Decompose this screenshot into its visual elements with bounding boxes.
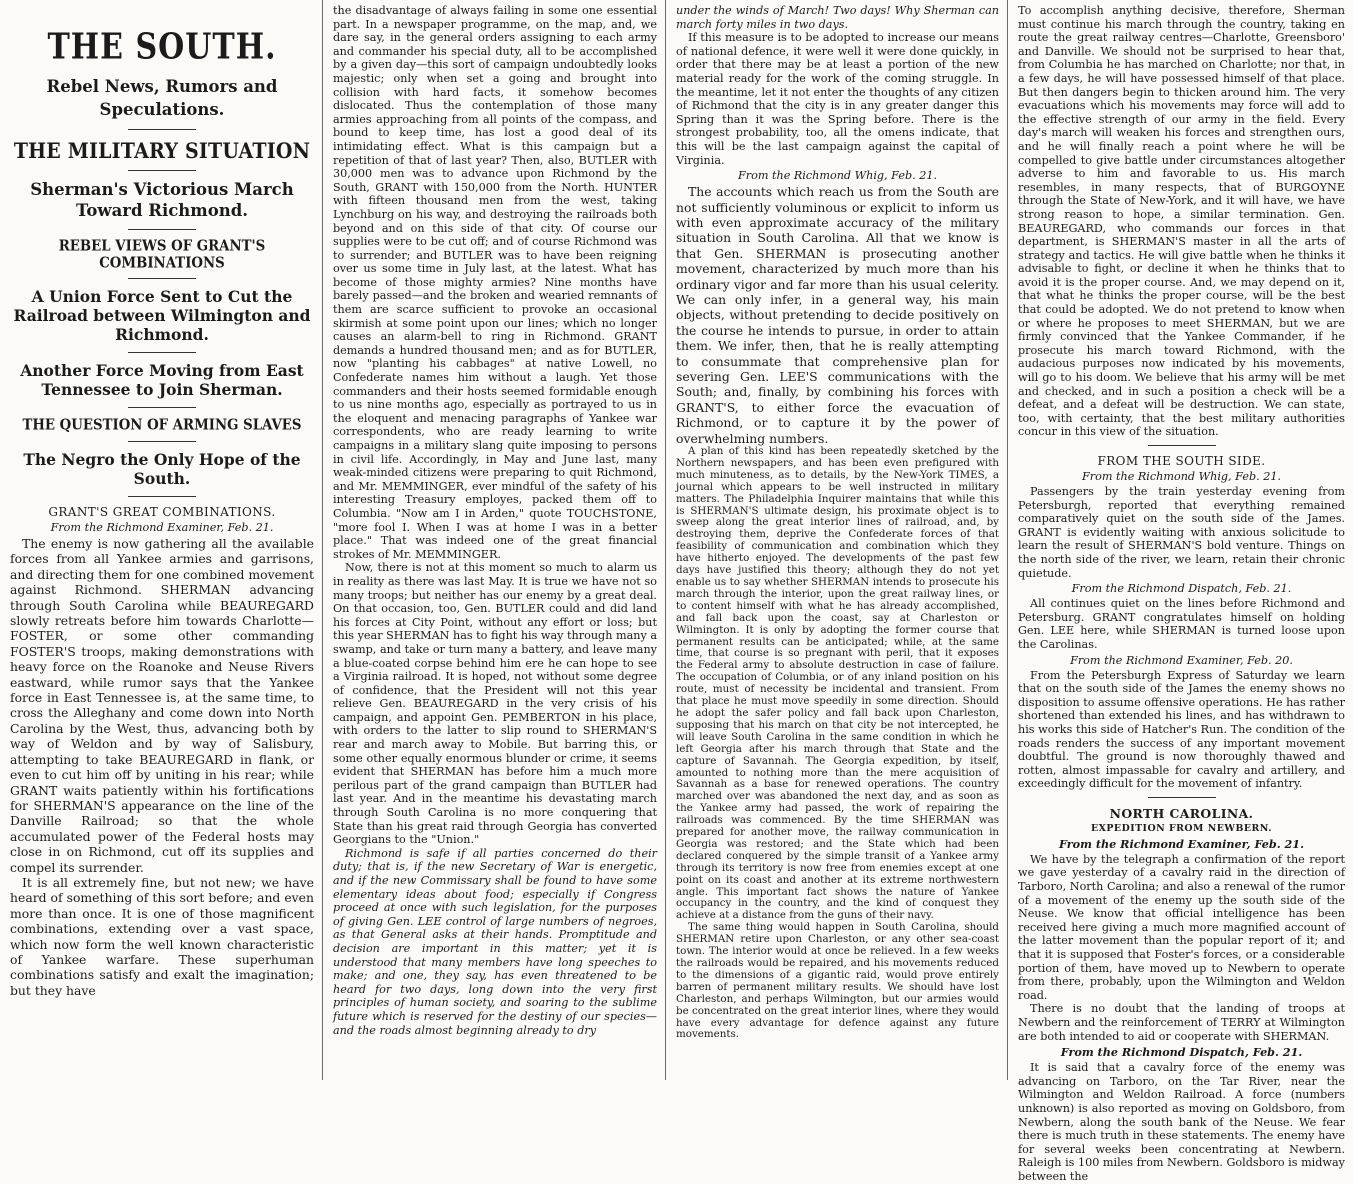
column-4 (1007, 0, 1353, 1183)
paragraph: All continues quiet on the lines before Richmond and Petersburg. GRANT congratulates himself on holding Gen. LEE here, while SHERMAN is turned loose upon the Carolinas. (1018, 597, 1345, 651)
source-line: From the Richmond Dispatch, Feb. 21. (1071, 582, 1292, 596)
divider (128, 407, 196, 408)
paragraph: If this measure is to be adopted to increase our means of national defence, it were well it were done quickly, in order that there may be at least a portion of the new material ready for the work of the coming struggle. In the meantime, let it not enter the thoughts of any citizen of Richmond that the city is in any greater danger this Spring than it was the Spring before. There is the strongest probability, too, all the omens indicate, that this will be the last campaign against the capital of Virginia. (676, 31, 999, 167)
divider (128, 129, 196, 130)
source-line: From the Richmond Whig, Feb. 21. (1081, 470, 1282, 483)
paragraph: It is all extremely fine, but not new; we have heard of something of this sort before; and even more than once. It is one of those magnificent combinations, extending over a vast space, which now form the well known characteristic of Yankee warfare. These superhuman combinations satisfy and exalt the imagination; but they have (10, 874, 314, 998)
source-line: From the Richmond Dispatch, Feb. 21. (1060, 1045, 1303, 1060)
section-title-south-side: FROM THE SOUTH SIDE. (1097, 454, 1266, 468)
headline-sherman-march: Sherman's Victorious March Toward Richmond. (30, 180, 294, 220)
divider (128, 278, 196, 279)
headline-rebel-news: Rebel News, Rumors and Speculations. (46, 77, 278, 119)
column-1 (0, 0, 322, 1080)
divider (1148, 445, 1216, 446)
paragraph: From the Petersburgh Express of Saturday we learn that on the south side of the James the enemy shows no disposition to assume offensive operations. He has rather shortened than extended his lines, and has withdrawn to his works this side of Hatcher's Run. The condition of the roads renders the success of any important movement doubtful. The ground is now thoroughly thawed and rotten, almost impassable for cavalry and artillery, and exceedingly difficult for the movement of infantry. (1018, 668, 1345, 791)
paragraph: It is said that a cavalry force of the enemy was advancing on Tarboro, on the Tar River, near the Wilmington and Weldon Railroad. A force (numbers unknown) is also reported as moving on Goldsboro, from Newbern, along the south bank of the Neuse. We fear there is much truth in these statements. The enemy have for several weeks been concentrating at Newbern. Raleigh is 100 miles from Newbern. Goldsboro is midway between the (1018, 1061, 1345, 1183)
divider (128, 496, 196, 497)
section-title-grant: GRANT'S GREAT COMBINATIONS. (48, 505, 276, 519)
paragraph: The accounts which reach us from the South are not sufficiently voluminous or explicit to inform us with even approximate accuracy of the military situation in South Carolina. All that we know is that Gen. SHERMAN is prosecuting another movement, characterized by much more than his ordinary vigor and far more than his usual celerity. We can only infer, in a general way, his main objects, without pretending to decide positively on the course he intends to pursue, in order to attain them. We infer, then, that he is really attempting to consummate that comprehensive plan for severing Gen. LEE'S communications with the South; and, finally, by combining his forces with GRANT'S, to either force the evacuation of Richmond, or to capture it by the power of overwhelming numbers. (676, 184, 999, 446)
section-subtitle-expedition: EXPEDITION FROM NEWBERN. (1090, 822, 1273, 834)
divider (128, 352, 196, 353)
headline-arming-slaves: THE QUESTION OF ARMING SLAVES (22, 416, 302, 435)
paragraph: Passengers by the train yesterday evening from Petersburgh, reported that everything remained comparatively quiet on the south side of the James. GRANT is evidently waiting with anxious solicitude to learn the result of SHERMAN'S bold venture. Things on the north side of the river, we learn, retain their chronic quietude. (1018, 485, 1345, 580)
paragraph: To accomplish anything decisive, therefore, Sherman must continue his march through the country, taking en route the great railway centres—Charlotte, Greensboro' and Danville. We should not be surprised to hear that, from Columbia he has marched on Charlotte; nor that, in a few days, he will have possessed himself of that place. But then dangers begin to thicken around him. The very evacuations which his movements may force will add to the effective strength of our army in the field. Every day's march will weaken his forces and strengthen ours, and he will finally reach a point where he will be compelled to give battle under circumstances altogether adverse to him and favorable to us. His march resembles, in many respects, that of BURGOYNE through the State of New-York, and it will have, we have strong reason to hope, a similar termination. Gen. BEAUREGARD, who commands our forces in that department, is SHERMAN'S master in all the arts of strategy and tactics. He will give battle when he thinks it advisable to fight, or decline it when he thinks that to avoid it is the proper course. And, we may depend on it, that what he thinks the proper course, will be the best that could be adopted. We do not pretend to know when or where he proposes to meet SHERMAN, but we are firmly convinced that the Yankee Commander, if he prosecute his march toward Richmond, with the audacious purposes now indicated by his movements, will go to his doom. We believe that his army will be met and checked, and in such a position a check will be a defeat, and a defeat will be destruction. We can state, too, with certainty, that the best military authorities concur in this view of the situation. (1018, 4, 1345, 439)
divider (1148, 797, 1216, 798)
paragraph: The enemy is now gathering all the available forces from all Yankee armies and garrisons, and directing them for one combined movement against Richmond. SHERMAN advancing through South Carolina while BEAUREGARD slowly retreats before him towards Charlotte—FOSTER, or some other commanding FOSTER'S troops, making demonstrations with heavy force on the Roanoke and Neuse Rivers eastward, while rumor says that the Yankee force in East Tennessee is, at the same time, to cross the Alleghany and come down into North Carolina by the West, thus, advancing both by way of Weldon and by way of Salisbury, attempting to take BEAUREGARD in flank, or even to cut him off by uniting in his rear; while GRANT waits patiently within his fortifications for SHERMAN'S appearance on the line of the Danville Railroad; so that the whole accumulated power of the Federal hosts may close in on Richmond, cut off its supplies and compel its surrender. (10, 536, 314, 875)
divider (128, 229, 196, 230)
masthead: THE SOUTH. (47, 26, 277, 69)
section-title-north-carolina: NORTH CAROLINA. (1109, 805, 1254, 821)
divider (128, 441, 196, 442)
paragraph: under the winds of March! Two days! Why Sherman can march forty miles in two days. (676, 4, 999, 31)
paragraph: Richmond is safe if all parties concerned do their duty; that is, if the new Secretary of War is energetic, and if the new Commissary shall be found to have some elementary ideas about food; especially if Congress proceed at once with such legislation, for the purposes of giving Gen. LEE control of large numbers of negroes, as that General asks at their hands. Promptitude and decision are important in this matter; yet it is understood that many members have long speeches to make; and one, they say, has even threatened to be heard for two days, long down into the very first principles of human society, and soaring to the sublime future which is reserved for the destiny of our species—and the roads almost beginning already to dry (333, 846, 657, 1037)
source-line: From the Richmond Examiner, Feb. 21. (1059, 836, 1304, 851)
headline-negro-hope: The Negro the Only Hope of the South. (23, 450, 301, 488)
paragraph: We have by the telegraph a confirmation of the report we gave yesterday of a cavalry raid in the direction of Tarboro, North Carolina; and also a renewal of the rumor of a movement of the enemy up the south side of the Neuse. We know that official intelligence has been received here giving a much more magnified account of the latter movement than the popular report of it; and that it is supposed that Foster's forces, or a considerable portion of them, have moved up to Newbern to operate from there, probably, upon the Wilmington and Weldon road. (1018, 852, 1345, 1002)
headline-another-force: Another Force Moving from East Tennessee to Join Sherman. (20, 361, 304, 399)
source-line: From the Richmond Whig, Feb. 21. (737, 169, 938, 183)
divider (128, 170, 196, 171)
headline-union-force: A Union Force Sent to Cut the Railroad between Wilmington and Richmond. (13, 287, 311, 344)
paragraph: A plan of this kind has been repeatedly sketched by the Northern newspapers, and has been even prefigured with much minuteness, as to details, by the New-York TIMES, a journal which appears to be well instructed in military matters. The Philadelphia Inquirer maintains that while this is SHERMAN'S ultimate design, his proximate object is to sweep along the great interior lines of railroad, and, by destroying them, deprive the Confederate forces of that feasibility of communication and combination which they have hitherto enjoyed. The developments of the past few days have justified this theory; although they do not yet enable us to say whether SHERMAN intends to prosecute his march through the interior, upon the great railway lines, or to content himself with what he has already accomplished, and fall back upon the coast, say at Charleston or Wilmington. It is only by adopting the former course that permanent results can be anticipated; while, at the same time, that course is so pregnant with peril, that it exposes the Federal army to absolute destruction in case of failure. The occupation of Columbia, or of any inland position on his route, must of necessity be incidental and transient. From that place he must move speedily in some direction. Should he adopt the safer policy and fall back upon Charleston, supposing that his march on that city be not intercepted, he will leave South Carolina in the same condition in which he left Georgia after his march through that State and the capture of Savannah. The Georgia expedition, by itself, amounted to nothing more than the mere acquisition of Savannah as a base for renewed operations. The country marched over was abandoned the next day, and as soon as the Yankee army had passed, the work of repairing the railroads was commenced. By the time SHERMAN was prepared for another move, the railway communication in Georgia was restored; and the State which had been declared conquered by the simple transit of a Yankee army through its territory is now free from enemies except at one point on its coast and another at its extreme northwestern angle. This important fact shows the nature of Yankee occupancy in the country, and the kind of conquest they achieve at a distance from the guns of their navy. (676, 445, 999, 922)
source-line: From the Richmond Examiner, Feb. 21. (50, 521, 274, 534)
column-3 (665, 0, 1007, 1080)
paragraph: the disadvantage of always failing in some one essential part. In a newspaper programme, on the map, and, we dare say, in the general orders assigning to each army and commander his special duty, all to be accomplished by a given day—this sort of campaign undoubtedly looks majestic; only when set a going and brought into collision with hard facts, it somehow becomes dislocated. Thus the contemplation of those many armies approaching from all points of the compass, and bound to keep time, has lost a good deal of its intimidating effect. What is this campaign but a repetition of that of last year? Then, also, BUTLER with 30,000 men was to advance upon Richmond by the South, GRANT with 150,000 from the North. HUNTER with fifteen thousand men from the west, taking Lynchburg on his way, and destroying the railroads both beyond and on this side of that city. Of course our supplies were to be cut off; and of course Richmond was to surrender; and BUTLER was to have been reigning over us some time in July last, at the latest. What has become of those mighty armies? Nine months have barely passed—and the broken and wearied remnants of them are scarce sufficient to provoke an occasional skirmish at some point upon our lines; which no longer causes an alarm-bell to ring in Richmond. GRANT demands a hundred thousand men; and as for BUTLER, now "planting his cabbages" at native Lowell, no Confederate names him without a laugh. Yet those commanders and their hosts seemed formidable enough to us nine months ago, especially as portrayed to us in the eloquent and menacing paragraphs of Yankee war correspondents, who are ready learning to write campaigns in a military slang quite imposing to persons in civil life. Accordingly, in May and June last, many weak-minded citizens were preparing to quit Richmond, and Mr. MEMMINGER, ever mindful of the safety of his interesting Treasury employes, packed them off to Columbia. "Now am I in Arden," quote TOUCHSTONE, "more fool I. When I was at home I was in a better place." That was indeed one of the great financial strokes of Mr. MEMMINGER. (333, 4, 657, 561)
paragraph: Now, there is not at this moment so much to alarm us in reality as there was last May. It is true we have not so many troops; but neither has our enemy by a great deal. On that occasion, too, Gen. BUTLER could and did land his forces at City Point, without any effort or loss; but this year SHERMAN has to fight his way through many a swamp, and take or turn many a battery, and leave many a blue-coated corpse behind him ere he can hope to see a Virginia railroad. It is hoped, not without some degree of confidence, that the President will not this year relieve Gen. BEAUREGARD in the very crisis of his campaign, and appoint Gen. PEMBERTON in his place, with orders to the latter to slip round to SHERMAN'S rear and march away to Mobile. But barring this, or some other equally enormous blunder or crime, it seems evident that SHERMAN has before him a much more perilous part of the grand campaign than BUTLER had last year. And in the meantime his devastating march through South Carolina is no more conquering that State than his great raid through Georgia has converted Georgians to the "Union." (333, 561, 657, 847)
paragraph: The same thing would happen in South Carolina, should SHERMAN retire upon Charleston, or any other sea-coast town. The interior would at once be relieved. In a few weeks the railroads would be repaired, and his movements reduced to the dimensions of a gigantic raid, would prove entirely barren of permanent military results. We should have lost Charleston, and perhaps Wilmington, but our armies would be concentrated on the great interior lines, where they would have every advantage for defence against any future movements. (676, 921, 999, 1041)
headline-rebel-views: REBEL VIEWS OF GRANT'S COMBINATIONS (58, 237, 266, 273)
column-2 (322, 0, 665, 1080)
source-line: From the Richmond Examiner, Feb. 20. (1070, 653, 1293, 667)
paragraph: There is no doubt that the landing of troops at Newbern and the reinforcement of TERRY at Wilmington are both intended to aid or cooperate with SHERMAN. (1018, 1002, 1345, 1043)
headline-military-situation: THE MILITARY SITUATION (13, 138, 311, 164)
